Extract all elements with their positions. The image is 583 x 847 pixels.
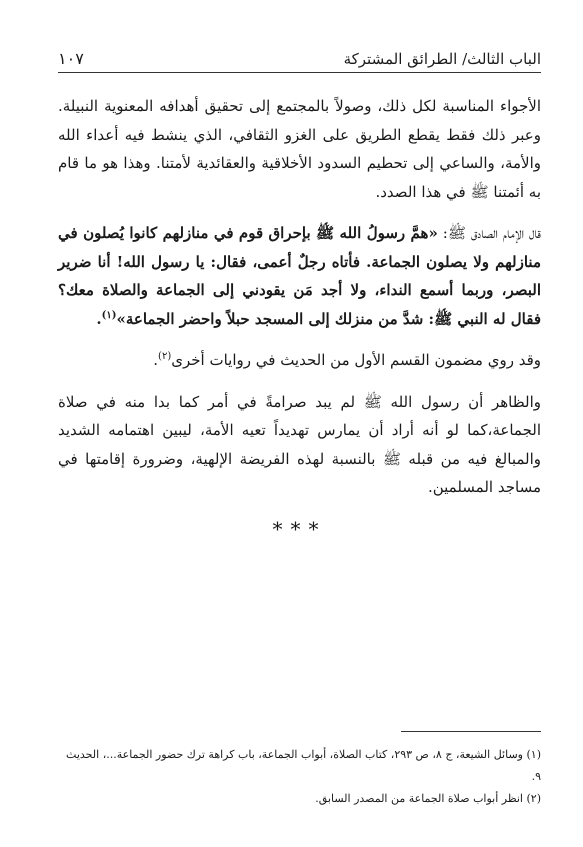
paragraph-3-text: وقد روي مضمون القسم الأول من الحديث في روايات أخرى [171, 351, 541, 369]
hadith-attribution: قال الإمام الصادق ﷺ: [437, 224, 541, 242]
footnote-ref-1: (١) [101, 309, 117, 321]
main-text [58, 92, 541, 543]
footnote-ref-2: (٢) [158, 351, 172, 362]
hadith-quote: «همَّ رسولُ الله ﷺ بإحراق قوم في منازلهم كانوا يُصلون في منازلهم ولا يصلون الجماعة. فأتاه رجلٌ أعمى، فقال: يا رسول الله! أنا ضرير البصر، وربما أسمع النداء، ولا أجد مَن يقودني إلى الجماعة والصلاة معك؟ فقال له النبي ﷺ: شدَّ من منزلك إلى المسجد حبلاً واحضر الجماعة» [58, 224, 541, 328]
paragraph-4: والظاهر أن رسول الله ﷺ لم يبد صرامةً في أمر كما بدا منه في صلاة الجماعة،كما لو أنه أراد أن يمارس تهديداً تعيه الأمة، ليبين اهتمامه الشديد والمبالغ فيه من قبله ﷺ بالنسبة لهذه الفريضة الإلهية، وضرورة إقامتها في مساجد المسلمين. [58, 392, 541, 496]
page-number: ١٠٧ [58, 49, 84, 68]
paragraph-hadith: قال الإمام الصادق ﷺ: «همَّ رسولُ الله ﷺ بإحراق قوم في منازلهم كانوا يُصلون في منازلهم ولا يصلون الجماعة. فأتاه رجلٌ أعمى، فقال: يا رسول الله! أنا ضرير البصر، وربما أسمع النداء، ولا أجد مَن يقودني إلى الجماعة والصلاة معك؟ فقال له النبي ﷺ: شدَّ من منزلك إلى المسجد حبلاً واحضر الجماعة»$^{(١)}$. [58, 224, 541, 328]
paragraph-3: وقد روي مضمون القسم الأول من الحديث في روايات أخرى$^{(٢)}$. [153, 351, 541, 369]
section-separator: *** [272, 516, 327, 541]
footnotes [58, 744, 541, 810]
footnote-2: (٢) انظر أبواب صلاة الجماعة من المصدر السابق. [315, 792, 541, 805]
paragraph-1: الأجواء المناسبة لكل ذلك، وصولاً بالمجتمع إلى تحقيق أهدافه المعنوية النبيلة. وعبر ذلك فقط يقطع الطريق على الغزو الثقافي، الذي ينشط فيه أعداء الله والأمة، والساعي إلى تحطيم السدود الأخلاقية والعقائدية لأمتنا. وهذا هو ما قام به أئمتنا ﷺ في هذا الصدد. [58, 97, 541, 201]
footnote-divider [401, 731, 541, 732]
footnote-1: (١) وسائل الشيعة، ج ٨، ص ٢٩٣، كتاب الصلاة، أبواب الجماعة، باب كراهة ترك حضور الجماعة...، الحديث ٩. [66, 748, 541, 783]
chapter-title: الباب الثالث/ الطرائق المشتركة [343, 50, 541, 68]
running-header [58, 38, 541, 73]
